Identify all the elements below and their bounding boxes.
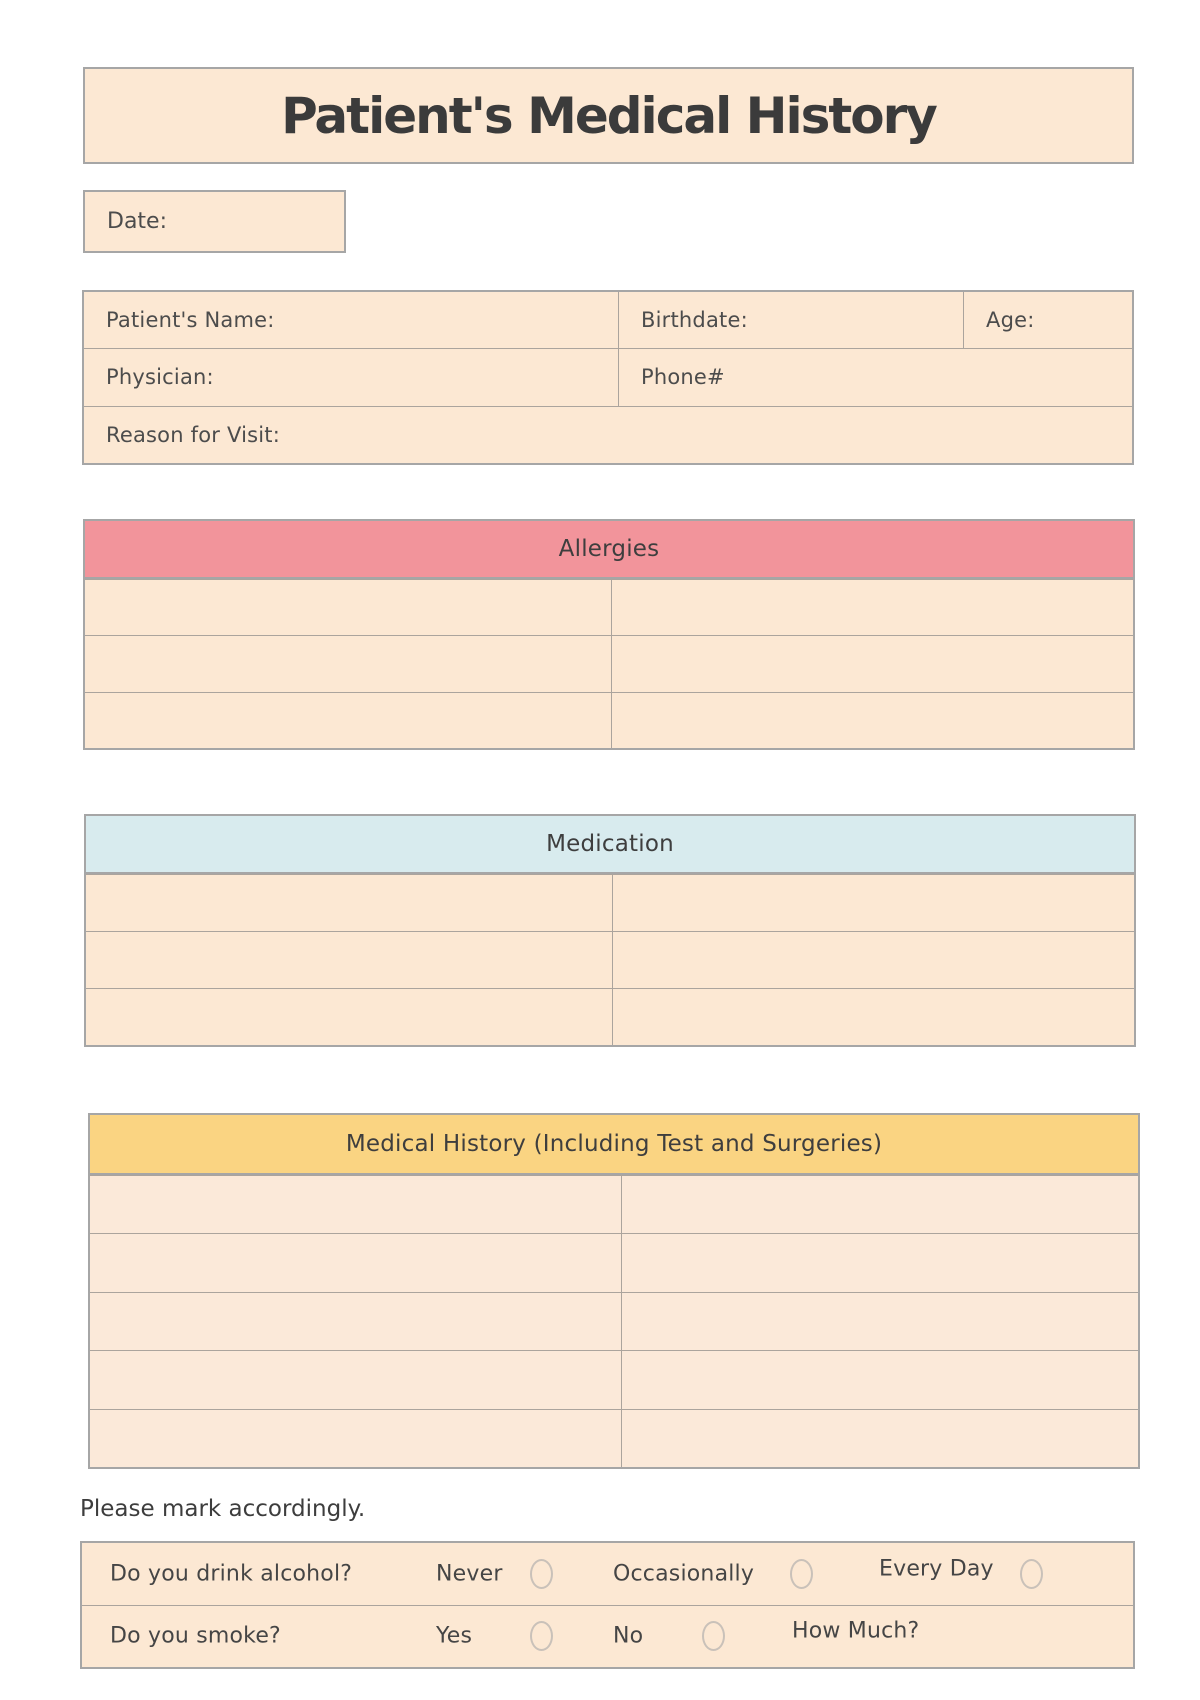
physician-label: Physician: xyxy=(106,365,214,390)
medical-history-table xyxy=(88,1113,1140,1469)
smoke-question-row xyxy=(82,1605,1133,1668)
date-label: Date: xyxy=(107,209,167,234)
smoke-question-label: Do you smoke? xyxy=(110,1623,281,1649)
patient-info-table xyxy=(82,290,1134,465)
medication-table xyxy=(84,814,1136,1047)
medical-history-cell[interactable] xyxy=(622,1176,1138,1233)
birthdate-label: Birthdate: xyxy=(641,308,748,333)
alcohol-option-everyday-label: Every Day xyxy=(879,1556,994,1582)
allergies-row xyxy=(85,635,1133,691)
alcohol-never-radio[interactable] xyxy=(530,1559,553,1589)
medical-history-row xyxy=(90,1233,1138,1291)
medical-history-cell[interactable] xyxy=(90,1351,622,1408)
medical-history-header xyxy=(90,1115,1138,1175)
allergies-cell[interactable] xyxy=(612,693,1133,748)
allergies-cell[interactable] xyxy=(612,636,1133,691)
age-field[interactable] xyxy=(964,292,1132,348)
allergies-cell[interactable] xyxy=(85,693,612,748)
alcohol-occasionally-radio[interactable] xyxy=(790,1559,813,1589)
medication-row xyxy=(86,988,1134,1045)
age-label: Age: xyxy=(986,308,1035,333)
phone-label: Phone# xyxy=(641,365,725,390)
smoke-option-yes-label: Yes xyxy=(436,1623,473,1649)
medical-history-cell[interactable] xyxy=(622,1351,1138,1408)
alcohol-option-occasionally-label: Occasionally xyxy=(613,1561,755,1587)
alcohol-everyday-radio[interactable] xyxy=(1020,1559,1043,1589)
phone-field[interactable] xyxy=(619,349,1132,405)
medical-history-row xyxy=(90,1350,1138,1408)
medical-history-row xyxy=(90,1175,1138,1233)
allergies-row xyxy=(85,579,1133,635)
questions-table xyxy=(80,1541,1135,1669)
medical-history-cell[interactable] xyxy=(90,1234,622,1291)
medical-history-cell[interactable] xyxy=(90,1293,622,1350)
allergies-header xyxy=(85,521,1133,579)
physician-field[interactable] xyxy=(84,349,619,405)
medication-cell[interactable] xyxy=(613,932,1134,988)
reason-for-visit-label: Reason for Visit: xyxy=(106,422,280,447)
medical-history-cell[interactable] xyxy=(622,1293,1138,1350)
medication-header xyxy=(86,816,1134,874)
smoke-how-much-label: How Much? xyxy=(792,1618,920,1644)
medical-history-cell[interactable] xyxy=(90,1176,622,1233)
birthdate-field[interactable] xyxy=(619,292,964,348)
allergies-cell[interactable] xyxy=(612,580,1133,635)
date-field[interactable] xyxy=(83,190,346,253)
allergies-cell[interactable] xyxy=(85,580,612,635)
smoke-no-radio[interactable] xyxy=(702,1621,725,1651)
patient-name-field[interactable] xyxy=(84,292,619,348)
patient-info-row-1 xyxy=(84,292,1132,348)
smoke-option-no-label: No xyxy=(613,1623,644,1649)
medical-history-cell[interactable] xyxy=(622,1410,1138,1467)
form-title-box xyxy=(83,67,1134,164)
alcohol-option-never-label: Never xyxy=(436,1561,503,1587)
medication-cell[interactable] xyxy=(86,875,613,931)
medication-row xyxy=(86,931,1134,988)
page-title: Patient's Medical History xyxy=(281,86,936,145)
patient-info-row-2 xyxy=(84,348,1132,405)
alcohol-question-label: Do you drink alcohol? xyxy=(110,1561,353,1587)
medical-history-row xyxy=(90,1409,1138,1467)
mark-accordingly-note: Please mark accordingly. xyxy=(80,1496,366,1522)
medication-cell[interactable] xyxy=(613,875,1134,931)
allergies-title: Allergies xyxy=(558,536,660,562)
medication-cell[interactable] xyxy=(613,989,1134,1045)
medical-history-cell[interactable] xyxy=(90,1410,622,1467)
medication-row xyxy=(86,874,1134,931)
patient-name-label: Patient's Name: xyxy=(106,308,275,333)
allergies-table xyxy=(83,519,1135,750)
reason-for-visit-field[interactable] xyxy=(84,407,1132,463)
patient-info-row-3 xyxy=(84,406,1132,463)
medical-history-cell[interactable] xyxy=(622,1234,1138,1291)
smoke-yes-radio[interactable] xyxy=(530,1621,553,1651)
medication-cell[interactable] xyxy=(86,932,613,988)
allergies-cell[interactable] xyxy=(85,636,612,691)
medical-history-title: Medical History (Including Test and Surgeries) xyxy=(345,1131,883,1157)
alcohol-question-row xyxy=(82,1543,1133,1605)
allergies-row xyxy=(85,692,1133,748)
medical-history-row xyxy=(90,1292,1138,1350)
medication-cell[interactable] xyxy=(86,989,613,1045)
medication-title: Medication xyxy=(546,831,674,857)
